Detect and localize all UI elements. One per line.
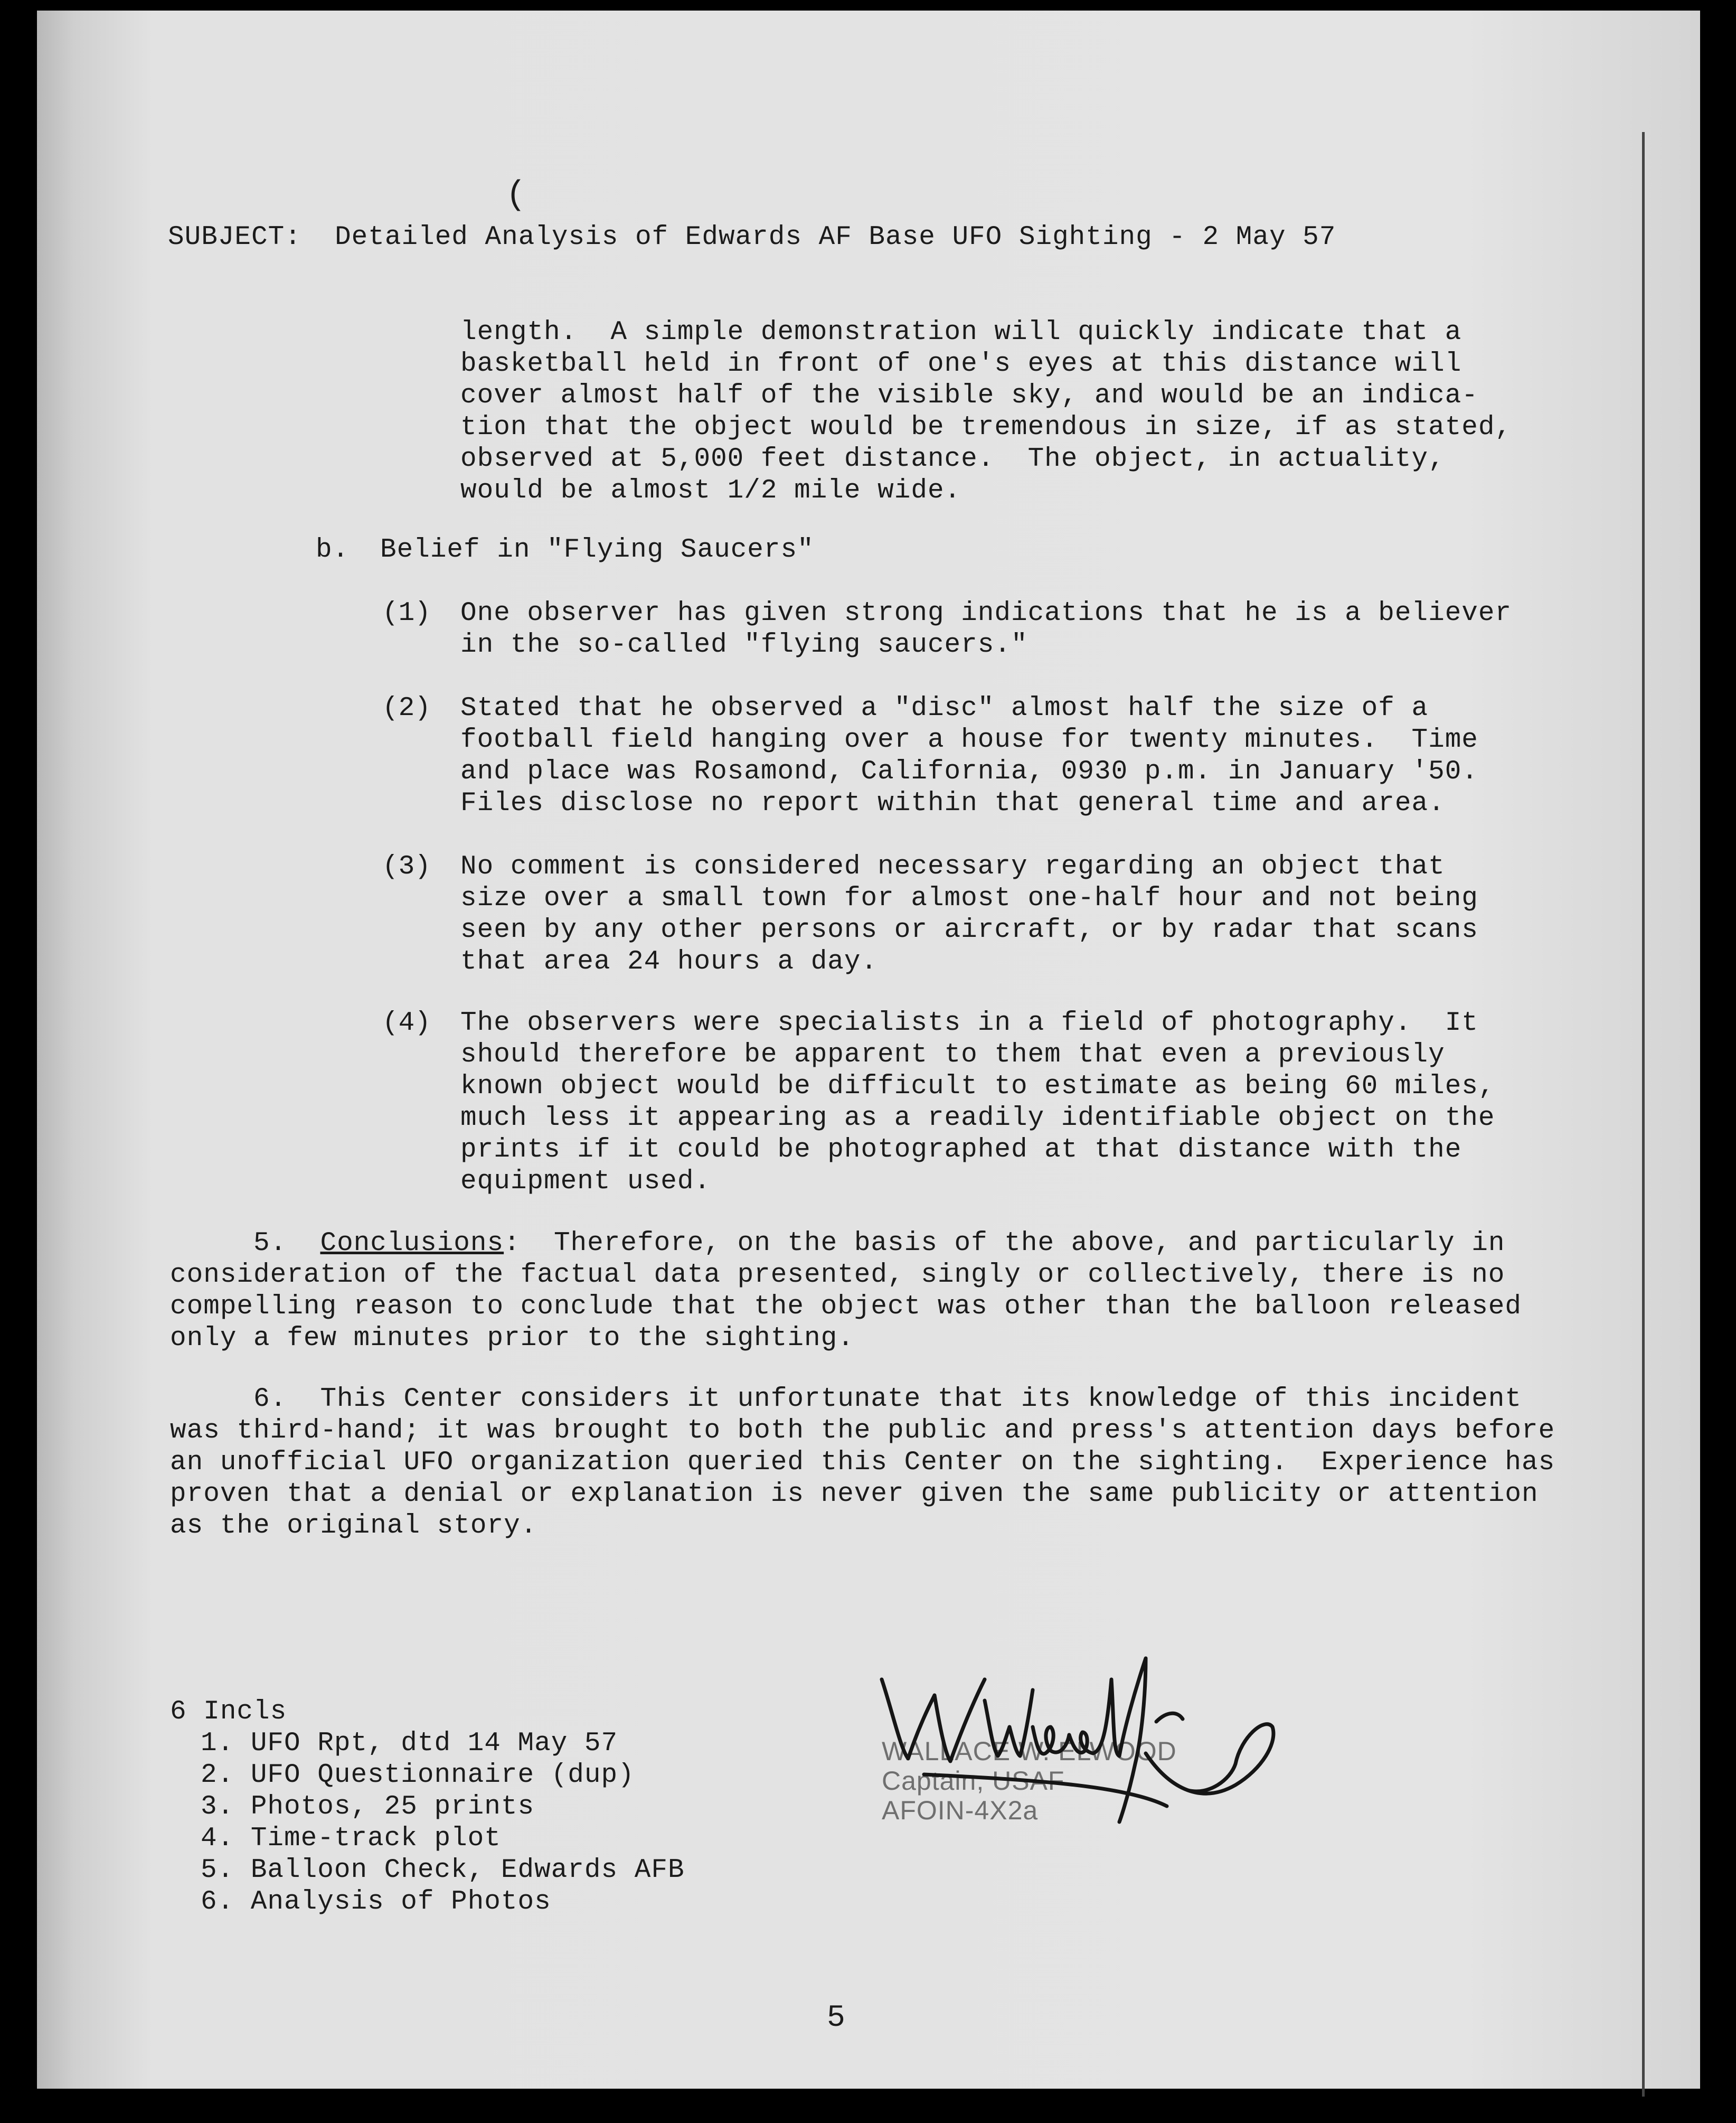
- text-line: much less it appearing as a readily identifiable object on the: [460, 1103, 1495, 1133]
- text-line: 6. This Center considers it unfortunate that its knowledge of this incident: [170, 1384, 1522, 1414]
- text-line: that area 24 hours a day.: [460, 947, 878, 977]
- item-b-title: Belief in "Flying Saucers": [380, 535, 814, 565]
- text-line: equipment used.: [460, 1167, 711, 1197]
- page-edge-shadow: [1642, 132, 1645, 2097]
- text-line: cover almost half of the visible sky, and would be an indica-: [460, 381, 1478, 411]
- signer-name: WALLACE W. ELWOOD: [882, 1736, 1177, 1766]
- text-line: should therefore be apparent to them that even a previously: [460, 1040, 1445, 1070]
- sub-item-marker: (3): [382, 852, 431, 882]
- handwritten-signature: [871, 1648, 1294, 1870]
- text-line: One observer has given strong indications that he is a believer: [460, 598, 1512, 628]
- signer-rank: Captain, USAF: [882, 1766, 1065, 1796]
- text-line: seen by any other persons or aircraft, or by radar that scans: [460, 915, 1478, 945]
- list-item: 6. Analysis of Photos: [201, 1887, 551, 1917]
- item-b-marker: b.: [316, 535, 350, 565]
- subject-text: Detailed Analysis of Edwards AF Base UFO Sighting - 2 May 57: [335, 222, 1336, 252]
- paragraph-5-conclusions: [170, 1228, 1522, 1355]
- text-line: in the so-called "flying saucers.": [460, 630, 1028, 660]
- text-line: and place was Rosamond, California, 0930 p.m. in January '50.: [460, 757, 1478, 787]
- text-line: basketball held in front of one's eyes at this distance will: [460, 349, 1462, 379]
- subject-label: SUBJECT:: [168, 222, 301, 252]
- sub-item-text: [460, 1008, 1495, 1198]
- sub-item-marker: (1): [382, 598, 431, 628]
- para5-first-line: : Therefore, on the basis of the above, and particularly in: [504, 1228, 1505, 1258]
- text-line: was third-hand; it was brought to both the public and press's attention days before: [170, 1416, 1555, 1446]
- list-item: 3. Photos, 25 prints: [201, 1792, 535, 1822]
- text-line: compelling reason to conclude that the object was other than the balloon released: [170, 1292, 1522, 1322]
- stray-mark: (: [506, 176, 527, 214]
- text-line: as the original story.: [170, 1511, 537, 1541]
- text-line: The observers were specialists in a field of photography. It: [460, 1008, 1478, 1038]
- text-line: consideration of the factual data presented, singly or collectively, there is no: [170, 1260, 1505, 1290]
- list-item: 1. UFO Rpt, dtd 14 May 57: [201, 1729, 618, 1759]
- page-number: 5: [827, 2001, 846, 2035]
- text-line: [170, 1228, 1522, 1260]
- text-line: size over a small town for almost one-half hour and not being: [460, 884, 1478, 914]
- sub-item-marker: (2): [382, 693, 431, 724]
- paragraph-a-continued: [460, 317, 1512, 507]
- text-line: observed at 5,000 feet distance. The object, in actuality,: [460, 444, 1445, 474]
- text-line: No comment is considered necessary regarding an object that: [460, 852, 1445, 882]
- text-line: known object would be difficult to estimate as being 60 miles,: [460, 1072, 1495, 1102]
- text-line: prints if it could be photographed at that distance with the: [460, 1135, 1462, 1165]
- para5-heading: Conclusions: [320, 1228, 504, 1258]
- text-line: football field hanging over a house for twenty minutes. Time: [460, 725, 1478, 755]
- text-line: Stated that he observed a "disc" almost half the size of a: [460, 693, 1429, 724]
- para5-number: 5.: [253, 1228, 287, 1258]
- sub-item-marker: (4): [382, 1008, 431, 1038]
- text-line: would be almost 1/2 mile wide.: [460, 476, 961, 506]
- inclosures-heading: 6 Incls: [170, 1697, 287, 1727]
- signer-office: AFOIN-4X2a: [882, 1796, 1039, 1825]
- list-item: 5. Balloon Check, Edwards AFB: [201, 1855, 685, 1885]
- text-line: an unofficial UFO organization queried this Center on the sighting. Experience has: [170, 1448, 1555, 1478]
- paragraph-6: [170, 1384, 1555, 1542]
- inclosures-list: [201, 1728, 685, 1918]
- text-line: only a few minutes prior to the sighting.: [170, 1323, 854, 1354]
- subject-line: [168, 222, 1336, 253]
- list-item: 4. Time-track plot: [201, 1824, 501, 1854]
- sub-item-text: [460, 851, 1478, 978]
- sub-item-text: [460, 693, 1478, 820]
- list-item: 2. UFO Questionnaire (dup): [201, 1760, 635, 1790]
- sub-item-text: [460, 598, 1512, 661]
- text-line: length. A simple demonstration will quickly indicate that a: [460, 317, 1462, 347]
- text-line: proven that a denial or explanation is never given the same publicity or attention: [170, 1479, 1539, 1509]
- text-line: tion that the object would be tremendous in size, if as stated,: [460, 412, 1512, 443]
- text-line: Files disclose no report within that general time and area.: [460, 788, 1445, 819]
